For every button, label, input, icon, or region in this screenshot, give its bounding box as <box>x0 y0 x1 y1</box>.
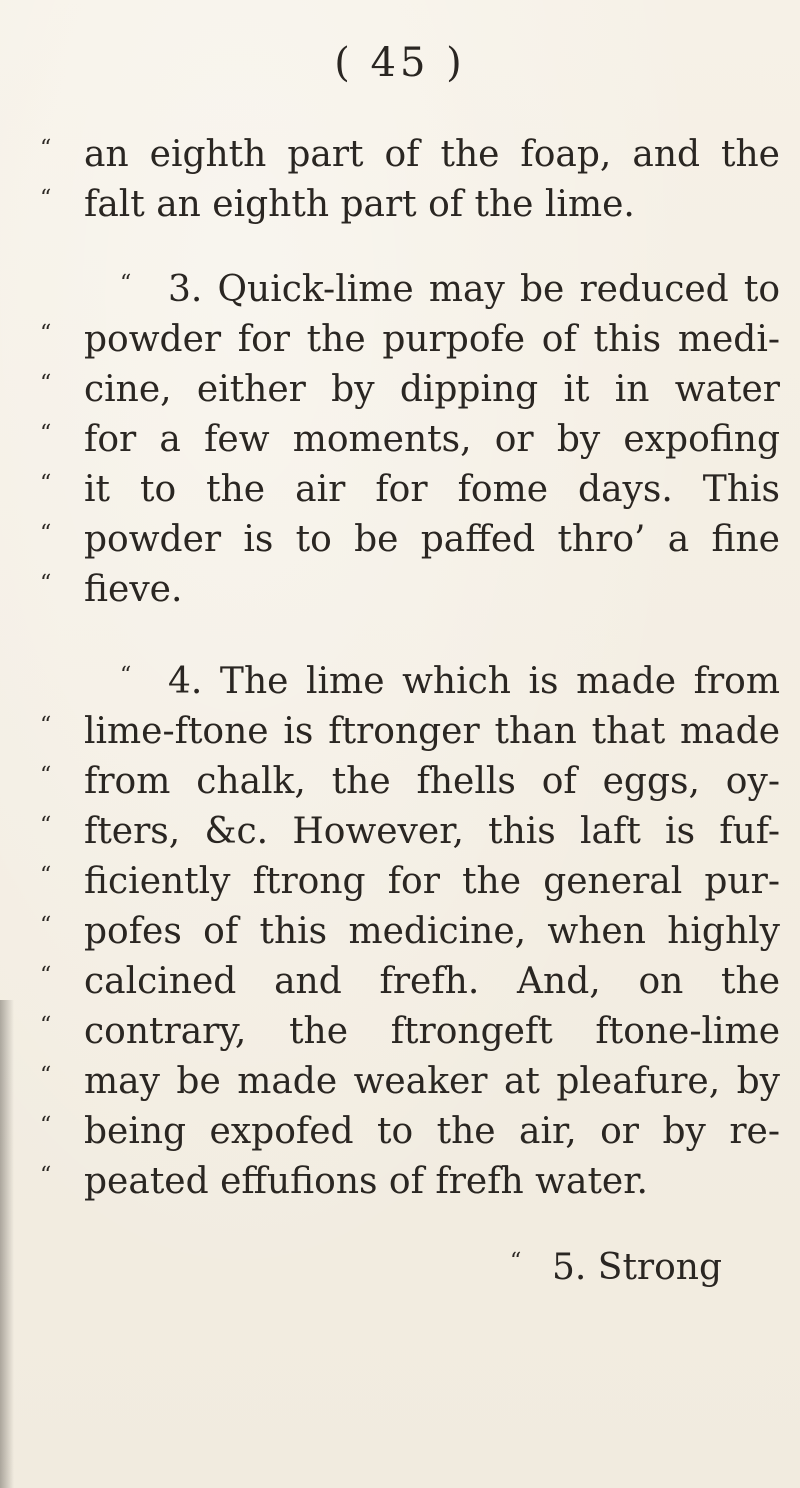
line-text: from chalk, the fhells of eggs, oy- <box>84 761 780 802</box>
text-line <box>40 907 780 957</box>
quote-mark: “ <box>40 371 52 396</box>
line-text: powder is to be paffed thro’ a fine <box>84 519 780 560</box>
quote-mark: “ <box>40 863 52 888</box>
quote-mark: “ <box>510 1249 522 1274</box>
line-text: cine, either by dipping it in water <box>84 369 780 410</box>
text-line <box>40 265 780 315</box>
line-text: fieve. <box>84 569 183 610</box>
catchword: 5. Strong <box>552 1247 723 1288</box>
quote-mark: “ <box>40 321 52 346</box>
text-line <box>40 1007 780 1057</box>
line-text: contrary, the ftrongeft ftone-lime <box>84 1011 780 1052</box>
line-text: ficiently ftrong for the general pur- <box>84 861 780 902</box>
text-line <box>40 180 780 230</box>
text-line <box>40 707 780 757</box>
text-line <box>40 315 780 365</box>
quote-mark: “ <box>40 1113 52 1138</box>
quote-mark: “ <box>40 813 52 838</box>
line-text: calcined and frefh. And, on the <box>84 961 780 1002</box>
quote-mark: “ <box>40 1063 52 1088</box>
text-line <box>40 1057 780 1107</box>
text-line <box>40 857 780 907</box>
quote-mark: “ <box>40 521 52 546</box>
quote-mark: “ <box>40 713 52 738</box>
quote-mark: “ <box>40 136 52 161</box>
line-text: peated effufions of frefh water. <box>84 1161 648 1202</box>
text-line <box>40 807 780 857</box>
line-text: powder for the purpofe of this medi- <box>84 319 780 360</box>
quote-mark: “ <box>40 571 52 596</box>
line-text: 3. Quick-lime may be reduced to <box>168 269 780 310</box>
text-line <box>40 1157 780 1207</box>
quote-mark: “ <box>40 963 52 988</box>
text-line <box>40 465 780 515</box>
text-line <box>40 415 780 465</box>
text-line <box>40 657 780 707</box>
quote-mark: “ <box>120 663 132 688</box>
text-line <box>40 130 780 180</box>
text-line <box>40 565 780 615</box>
line-text: pofes of this medicine, when highly <box>84 911 780 952</box>
text-line <box>40 1107 780 1157</box>
quote-mark: “ <box>40 1013 52 1038</box>
quote-mark: “ <box>40 186 52 211</box>
page-edge-shadow <box>0 1000 14 1488</box>
quote-mark: “ <box>40 1163 52 1188</box>
line-text: it to the air for fome days. This <box>84 469 780 510</box>
quote-mark: “ <box>40 913 52 938</box>
text-line <box>40 365 780 415</box>
catchword-line <box>40 1243 780 1293</box>
line-text: being expofed to the air, or by re- <box>84 1111 780 1152</box>
quote-mark: “ <box>40 471 52 496</box>
line-text: 4. The lime which is made from <box>168 661 780 702</box>
line-text: an eighth part of the foap, and the <box>84 134 780 175</box>
line-text: for a few moments, or by expofing <box>84 419 780 460</box>
line-text: lime-ftone is ftronger than that made <box>84 711 780 752</box>
text-line <box>40 757 780 807</box>
text-line <box>40 515 780 565</box>
quote-mark: “ <box>40 763 52 788</box>
line-text: falt an eighth part of the lime. <box>84 184 635 225</box>
quote-mark: “ <box>120 271 132 296</box>
quote-mark: “ <box>40 421 52 446</box>
line-text: may be made weaker at pleafure, by <box>84 1061 780 1102</box>
page-number: ( 45 ) <box>334 40 466 86</box>
text-line <box>40 957 780 1007</box>
line-text: fters, &c. However, this laft is fuf- <box>84 811 780 852</box>
